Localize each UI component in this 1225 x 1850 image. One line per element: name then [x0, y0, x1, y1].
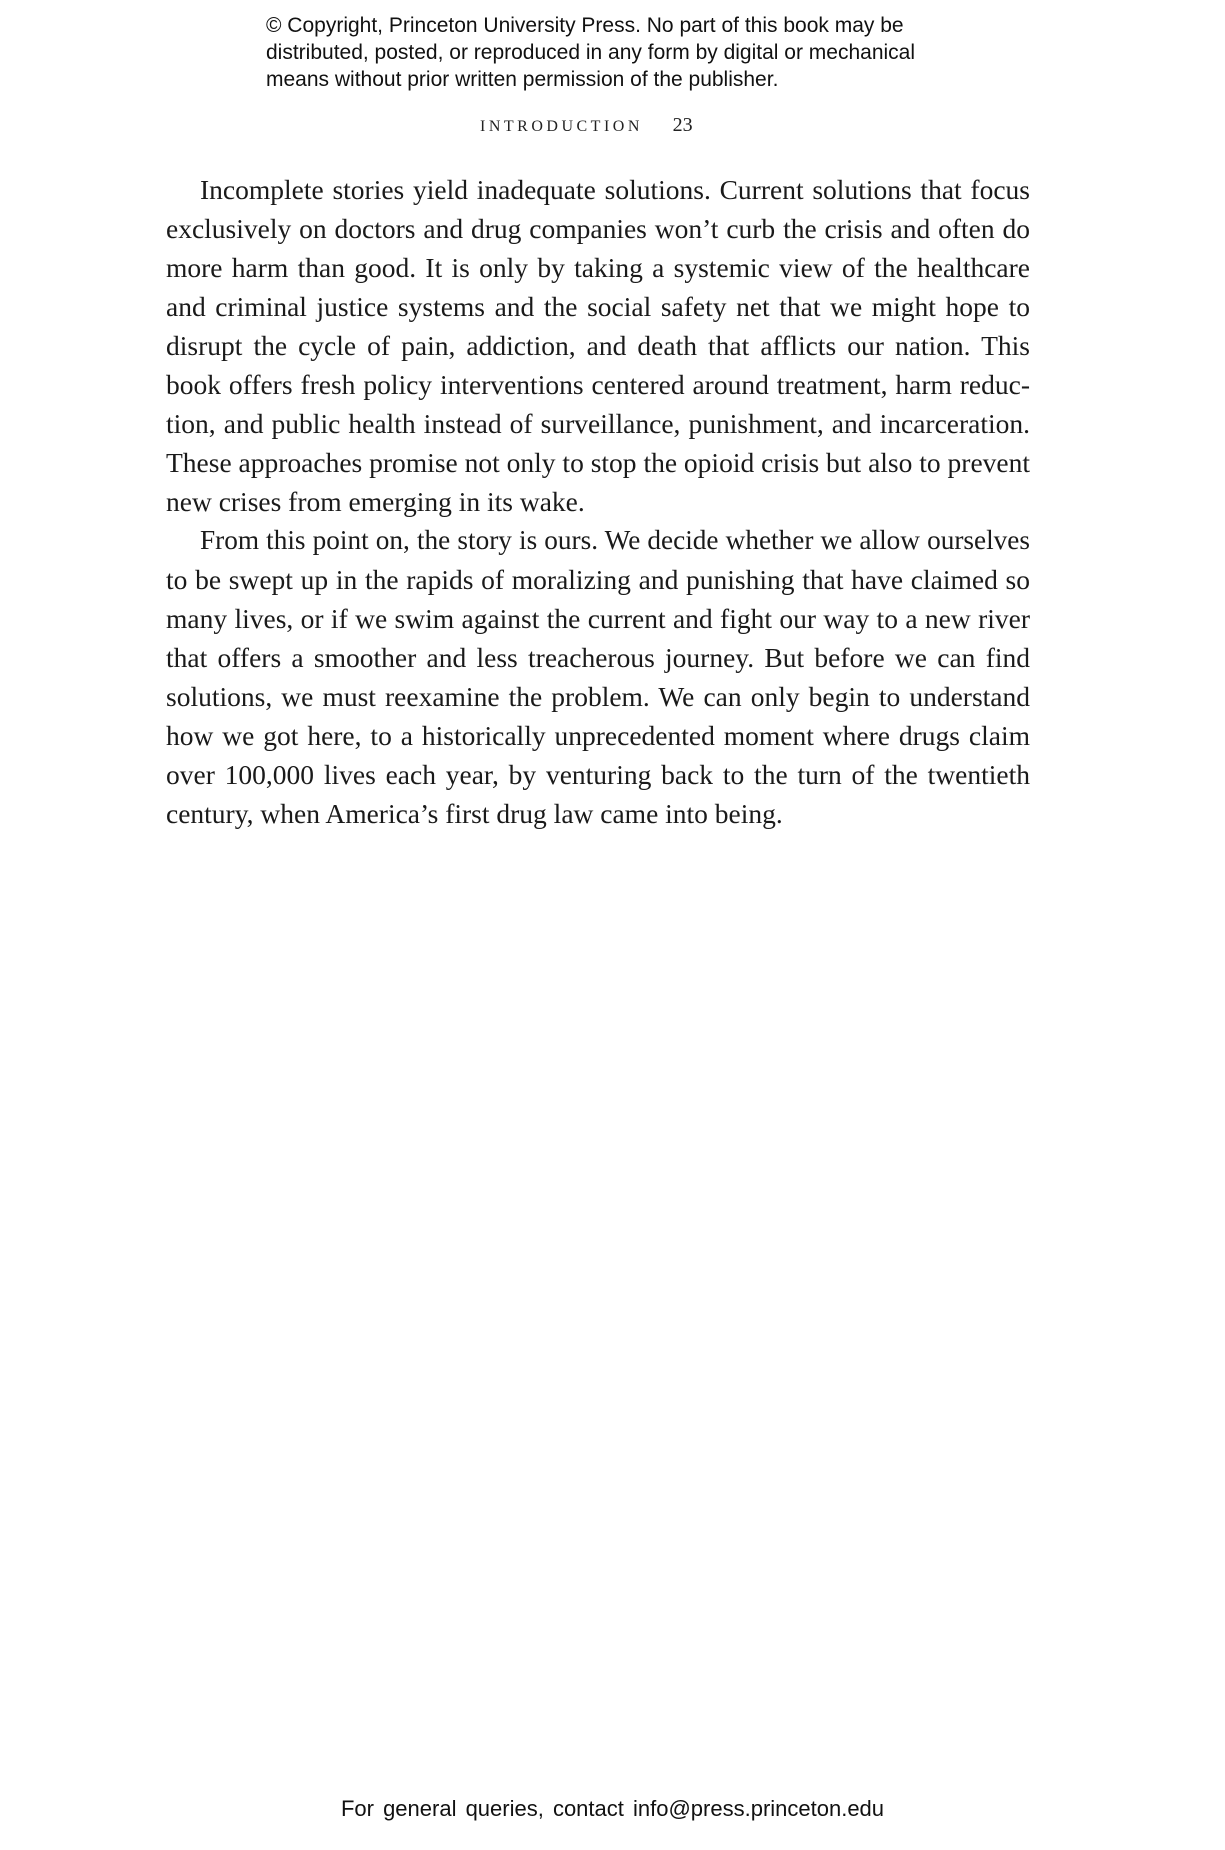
paragraph [166, 521, 1030, 833]
text-line: century, when America’s first drug law came into being. [166, 798, 783, 829]
text-line: exclusively on doctors and drug companies won’t curb the crisis and often do [166, 213, 1030, 244]
body-text [166, 170, 1030, 833]
running-head-section: INTRODUCTION [480, 118, 643, 135]
text-line: to be swept up in the rapids of moralizing and punishing that have claimed so [166, 564, 1030, 595]
copyright-line: distributed, posted, or reproduced in any form by digital or mechanical [266, 41, 916, 64]
text-line: book offers fresh policy interventions centered around treatment, harm reduc- [166, 369, 1030, 400]
copyright-notice [266, 12, 986, 93]
text-line: over 100,000 lives each year, by venturing back to the turn of the twentieth [166, 759, 1030, 790]
text-line: more harm than good. It is only by taking a systemic view of the healthcare [166, 252, 1030, 283]
text-line: new crises from emerging in its wake. [166, 486, 585, 517]
text-line: many lives, or if we swim against the current and fight our way to a new river [166, 603, 1030, 634]
text-line: solutions, we must reexamine the problem. We can only begin to understand [166, 681, 1030, 712]
text-line: disrupt the cycle of pain, addiction, and death that afflicts our nation. This [166, 330, 1030, 361]
copyright-line: means without prior written permission of the publisher. [266, 68, 779, 91]
text-line: tion, and public health instead of surveillance, punishment, and incarceration. [166, 408, 1030, 439]
text-line: Incomplete stories yield inadequate solutions. Current solutions that focus [200, 174, 1030, 205]
text-line: and criminal justice systems and the social safety net that we might hope to [166, 291, 1030, 322]
copyright-line: © Copyright, Princeton University Press. No part of this book may be [266, 14, 904, 37]
text-line: From this point on, the story is ours. We decide whether we allow ourselves [200, 525, 1030, 555]
text-line: how we got here, to a historically unprecedented moment where drugs claim [166, 720, 1030, 751]
page-number: 23 [672, 114, 693, 136]
text-line: These approaches promise not only to stop the opioid crisis but also to prevent [166, 447, 1030, 478]
running-head [480, 114, 693, 137]
paragraph [166, 170, 1030, 521]
text-line: that offers a smoother and less treacherous journey. But before we can find [166, 642, 1030, 673]
footer-contact: For general queries, contact info@press.princeton.edu [340, 1796, 885, 1821]
